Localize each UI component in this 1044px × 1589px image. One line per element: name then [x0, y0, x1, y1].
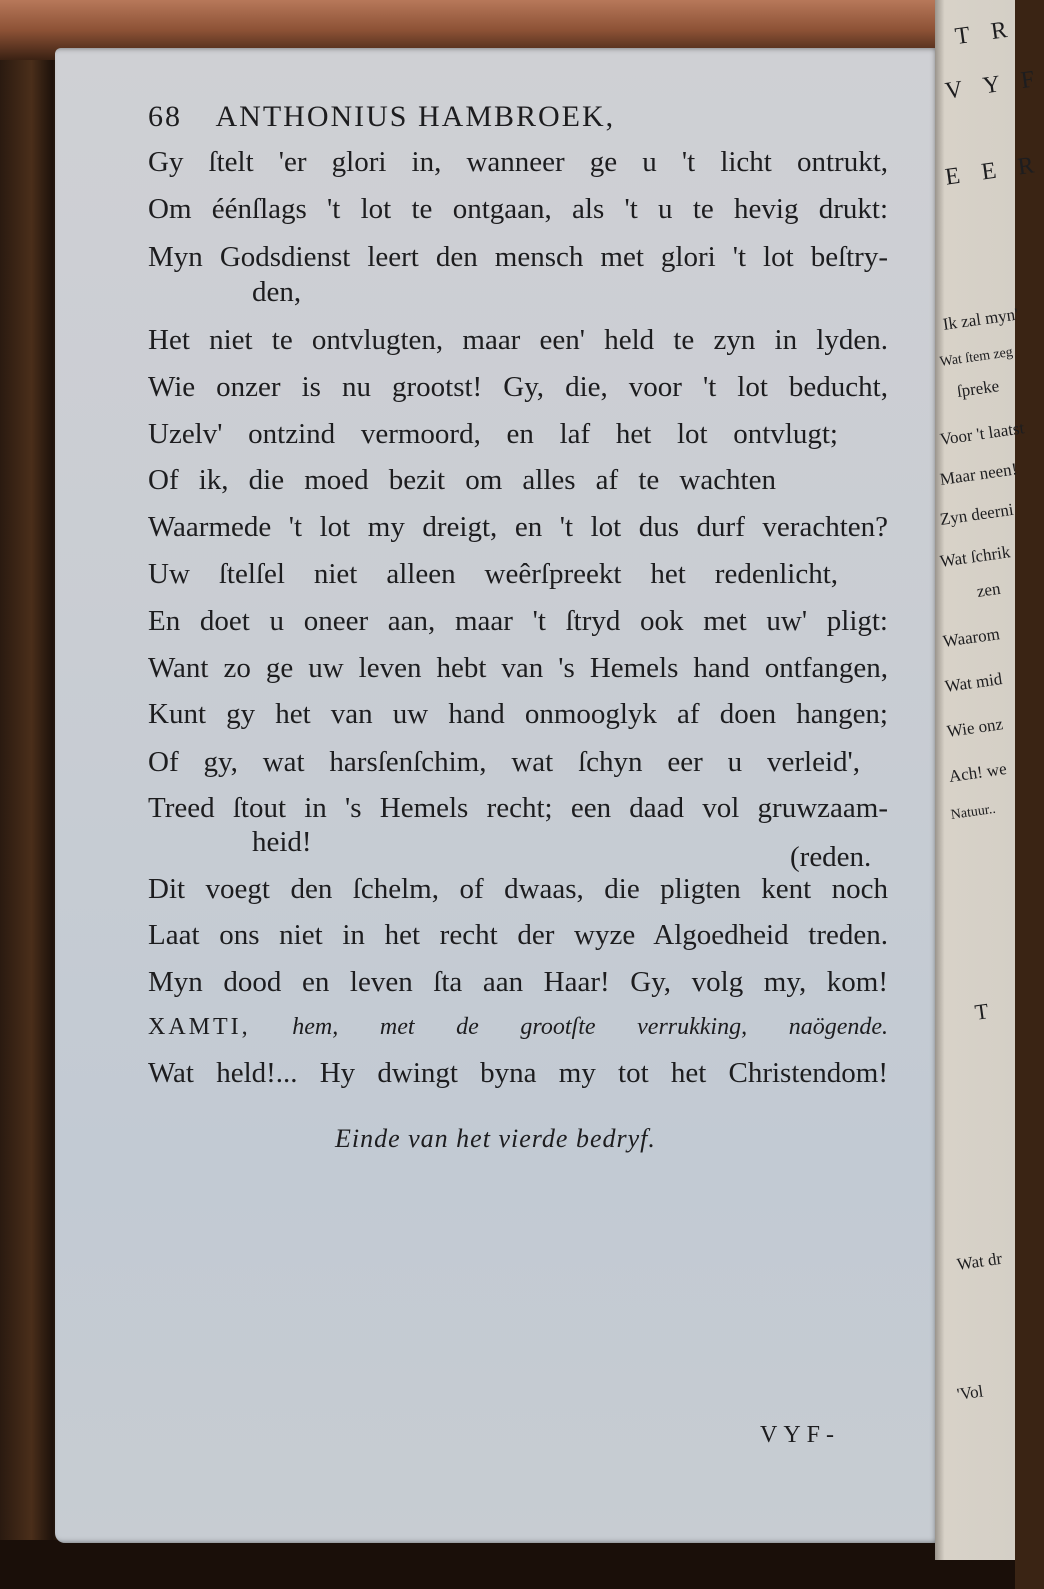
verse-line: Kunt gy het van uw hand onmooglyk af doen hangen;	[148, 698, 888, 730]
catchword: VYF-	[760, 1422, 841, 1448]
verse-line: Gy ſtelt 'er glori in, wanneer ge u 't licht ontrukt,	[148, 146, 888, 178]
right-fragment: Maar neen!	[938, 459, 1019, 489]
act-end-note: Einde van het vierde bedryf.	[335, 1124, 656, 1153]
page-number: 68	[148, 100, 182, 133]
verse-line: Uzelv' ontzind vermoord, en laf het lot ontvlugt;	[148, 418, 838, 450]
verse-line: Myn dood en leven ſta aan Haar! Gy, volg my, kom!	[148, 966, 888, 998]
right-fragment: Wat mid	[943, 669, 1004, 696]
verse-line: Want zo ge uw leven hebt van 's Hemels hand ontfangen,	[148, 652, 888, 684]
right-fragment: Natuur..	[949, 801, 997, 823]
verse-line: Of gy, wat harsſenſchim, wat ſchyn eer u verleid',	[148, 746, 860, 778]
right-fragment: Wat ſtem zeg	[938, 344, 1014, 370]
verse-line: Treed ſtout in 's Hemels recht; een daad vol gruwzaam-	[148, 792, 888, 824]
right-fragment: Voor 't laatst	[938, 418, 1026, 449]
right-fragment: Wie onz	[945, 714, 1005, 741]
right-heading: E E R	[943, 151, 1044, 191]
right-fragment: T	[973, 998, 990, 1025]
right-fragment: Wat dr	[955, 1248, 1004, 1274]
right-heading: V Y F	[943, 65, 1044, 105]
verse-line: Om éénſlags 't lot te ontgaan, als 't u te hevig drukt:	[148, 193, 888, 225]
verse-line: Wie onzer is nu grootst! Gy, die, voor 't lot beducht,	[148, 371, 888, 403]
running-head-title: ANTHONIUS HAMBROEK,	[215, 100, 616, 133]
right-fragment: Waarom	[941, 624, 1001, 651]
verse-line: Waarmede 't lot my dreigt, en 't lot dus durf verachten?	[148, 511, 888, 543]
running-header	[148, 100, 615, 134]
verse-line: Dit voegt den ſchelm, of dwaas, die pligten kent noch	[148, 873, 888, 905]
verse-line: Uw ſtelſel niet alleen weêrſpreekt het redenlicht,	[148, 558, 838, 590]
verse-line: Het niet te ontvlugten, maar een' held te zyn in lyden.	[148, 324, 888, 356]
verse-line: En doet u oneer aan, maar 't ſtryd ook met uw' pligt:	[148, 605, 888, 637]
verse-line: Laat ons niet in het recht der wyze Algoedheid treden.	[148, 919, 888, 951]
right-fragment: zen	[975, 578, 1002, 601]
right-fragment: Zyn deerni	[938, 499, 1015, 529]
table-shadow	[0, 1540, 1015, 1589]
speaker-name: XAMTI,	[148, 1014, 251, 1040]
stage-direction-text: hem, met de grootſte verrukking, naögende.	[292, 1014, 889, 1040]
verse-line: heid!	[252, 826, 312, 858]
verse-line: den,	[252, 276, 302, 308]
stage-direction	[148, 1010, 888, 1044]
right-fragment: Ik zal myn'	[941, 304, 1020, 334]
verse-line: Myn Godsdienst leert den mensch met glori 't lot beſtry-	[148, 241, 888, 273]
right-fragment: Wat ſchrik	[938, 542, 1012, 571]
verse-line: Of ik, die moed bezit om alles af te wachten	[148, 464, 776, 496]
right-heading: T R	[953, 15, 1017, 51]
verse-line: Wat held!... Hy dwingt byna my tot het Christendom!	[148, 1057, 888, 1089]
right-fragment: Ach! we	[947, 759, 1008, 786]
verse-line: (reden.	[790, 841, 872, 873]
right-fragment: 'Vol	[955, 1381, 985, 1404]
right-book-page	[935, 0, 1044, 1560]
right-fragment: ſpreke	[955, 376, 1001, 401]
